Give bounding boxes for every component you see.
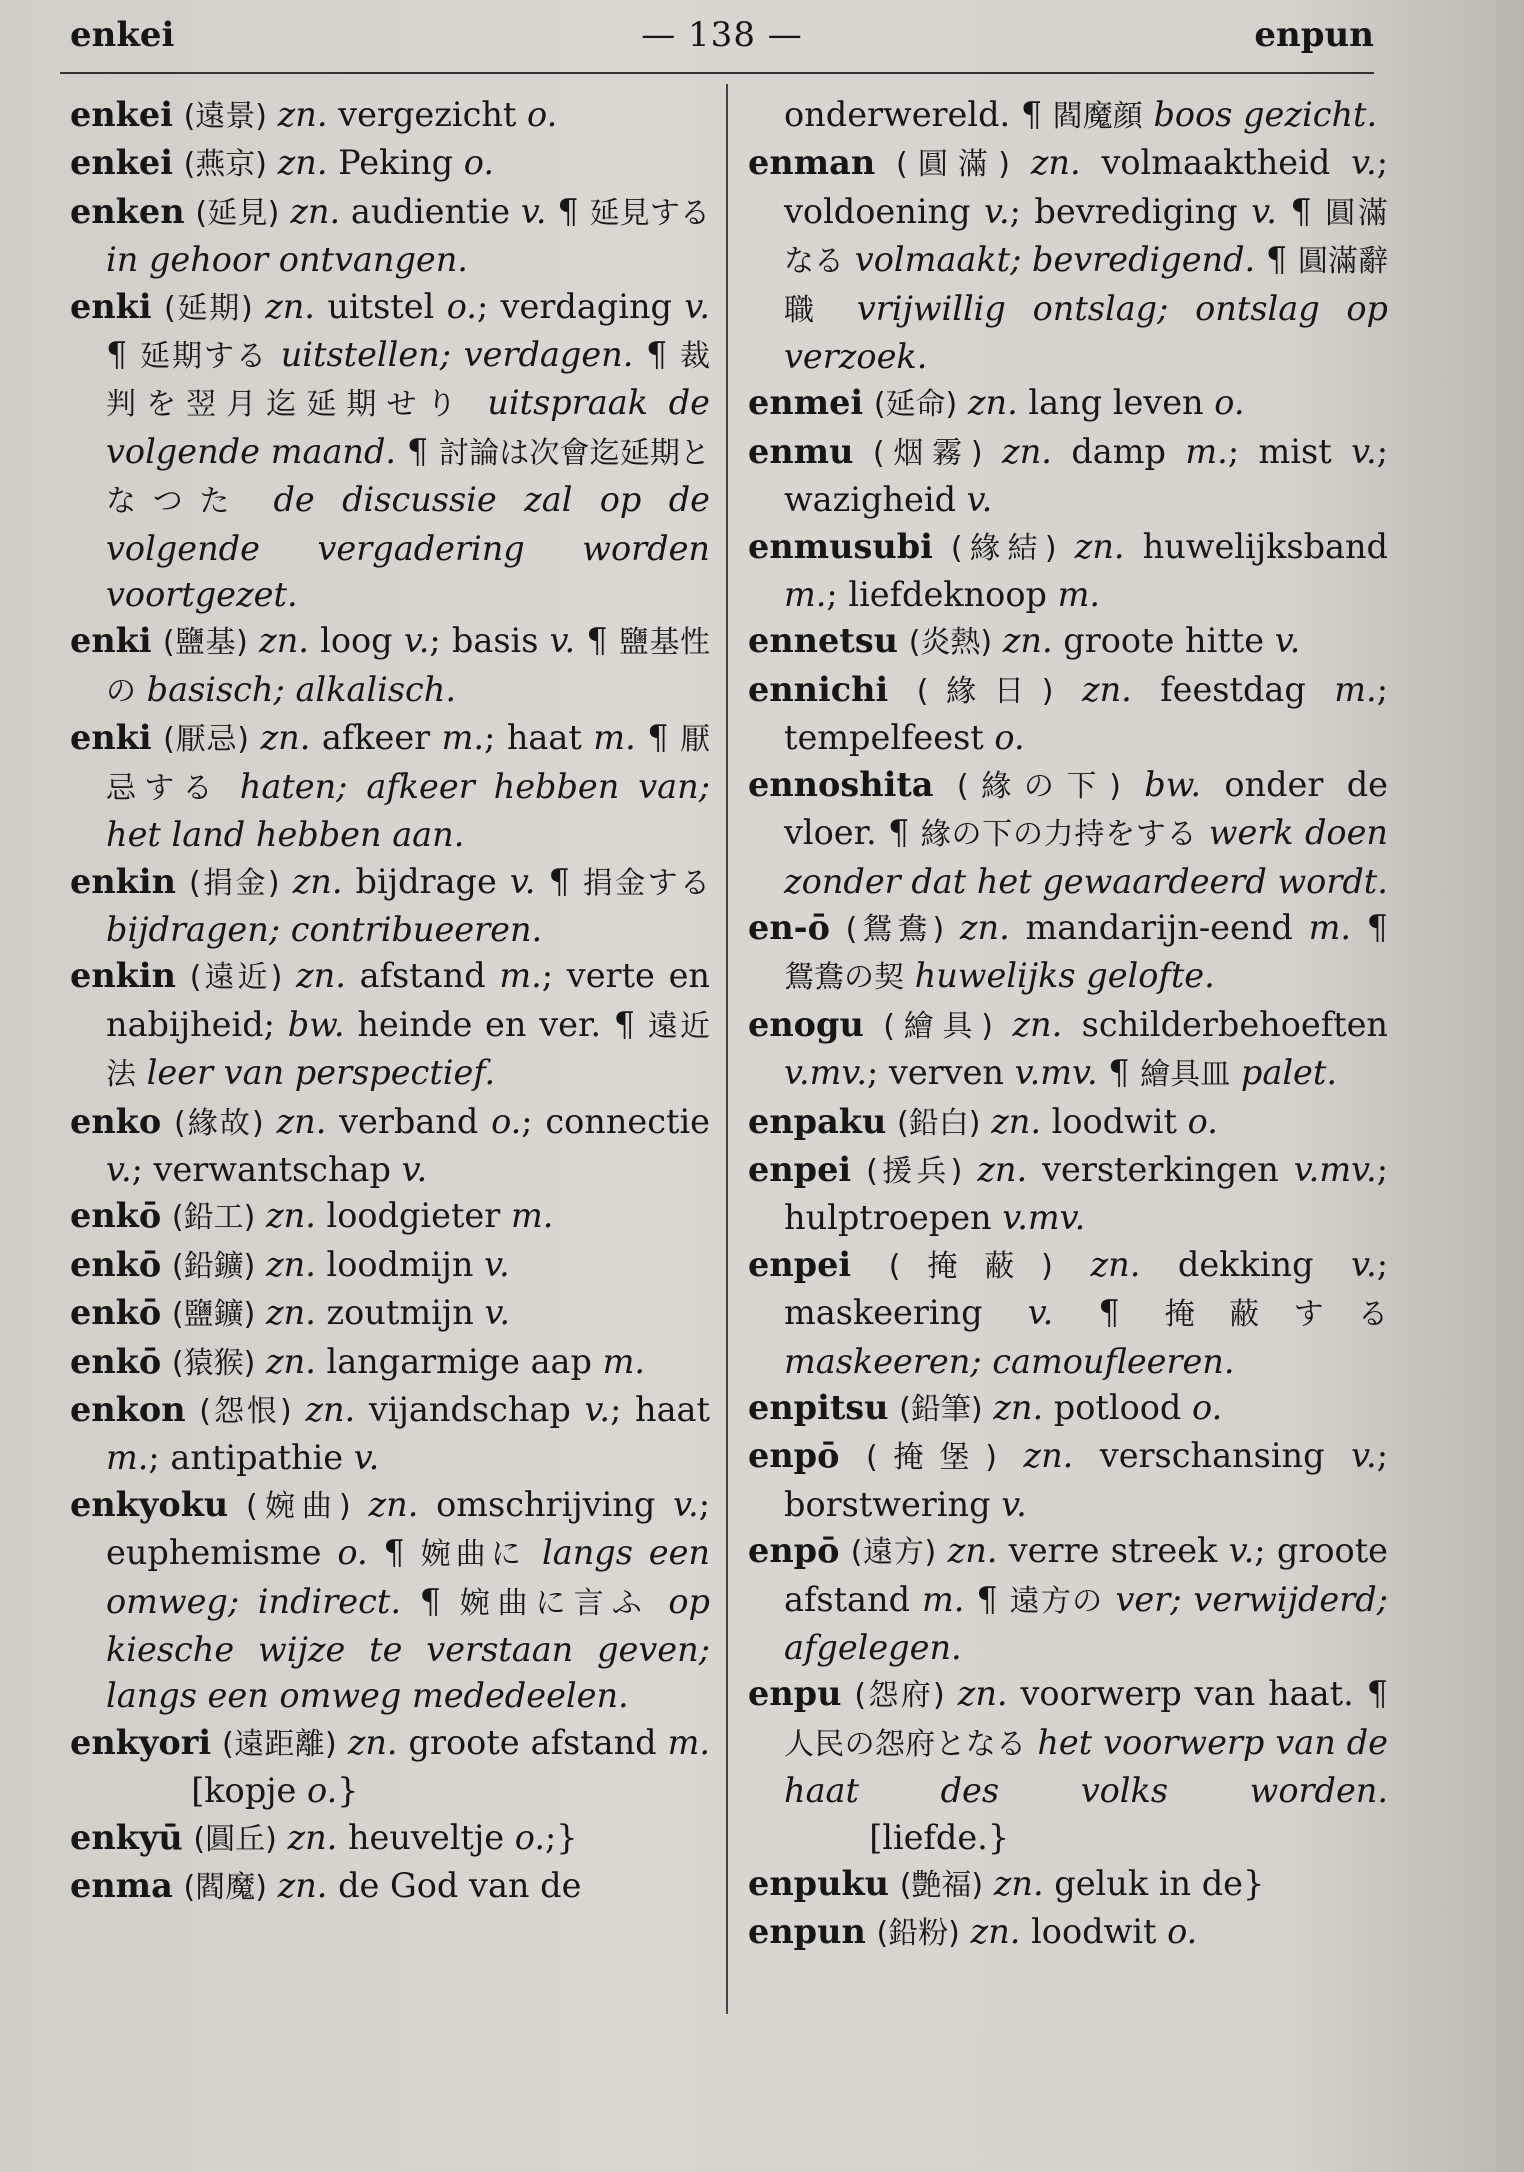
- dictionary-entry: enmu (烟霧) zn. damp m.; mist v.; wazigheid v.: [748, 431, 1388, 520]
- dictionary-entry: enki (延期) zn. uitstel o.; verdaging v. ¶ 延期する uitstellen; verdagen. ¶ 裁判を翌月迄延期せり uitspraak de volgende maand. ¶ 討論は次會迄延期となつた de discussie zal op de volgende vergadering worden voortgezet.: [70, 286, 711, 615]
- header-rule: [60, 72, 1374, 74]
- dictionary-entry: enkin (捐金) zn. bijdrage v. ¶ 捐金する bijdragen; contribueeren.: [70, 861, 711, 949]
- dictionary-entry: enki (厭忌) zn. afkeer m.; haat m. ¶ 厭忌する haten; afkeer hebben van; het land hebben aan.: [70, 718, 710, 855]
- dictionary-entry: enogu (繪具) zn. schilderbehoeften v.mv.; verven v.mv. ¶ 繪具皿 palet.: [748, 1004, 1388, 1093]
- dictionary-entry: enpitsu (鉛筆) zn. potlood o.: [748, 1387, 1223, 1427]
- dictionary-entry: enkei (遠景) zn. vergezicht o.: [70, 95, 558, 134]
- dictionary-entry: enpō (掩堡) zn. verschansing v.; borstwering v.: [748, 1436, 1388, 1524]
- dictionary-entry: enkyori (遠距離) zn. groote afstand m. [kopje o.}: [70, 1722, 710, 1811]
- dictionary-entry: ennoshita (緣の下) bw. onder de vloer. ¶ 緣の下の力持をする werk doen zonder dat het gewaardeerd wordt.: [748, 764, 1388, 901]
- dictionary-entry: enkō (猿猴) zn. langarmige aap m.: [70, 1341, 646, 1381]
- dictionary-entry: enma (閻魔) zn. de God van de: [70, 1866, 582, 1906]
- dictionary-entry: enpō (遠方) zn. verre streek v.; groote afstand m. ¶ 遠方の ver; verwijderd; afgelegen.: [748, 1531, 1388, 1667]
- dictionary-entry: enken (延見) zn. audientie v. ¶ 延見する in gehoor ontvangen.: [70, 191, 711, 280]
- header-right-word: enpun: [1254, 15, 1374, 55]
- dictionary-entry: enkyoku (婉曲) zn. omschrijving v.; euphemisme o. ¶ 婉曲に langs een omweg; indirect. ¶ 婉曲に言ふ op kiesche wijze te verstaan geven; langs een omweg mededeelen.: [70, 1484, 710, 1716]
- dictionary-entry: enkon (怨恨) zn. vijandschap v.; haat m.; antipathie v.: [70, 1389, 710, 1478]
- dictionary-entry: enkō (鹽鑛) zn. zoutmijn v.: [70, 1293, 511, 1333]
- dictionary-entry: enpu (怨府) zn. voorwerp van haat. ¶ 人民の怨府となる het voorwerp van de haat des volks worden. [liefde.}: [748, 1674, 1389, 1857]
- right-column: [748, 92, 1388, 1958]
- page-header: [70, 0, 1374, 70]
- dictionary-entry: enkō (鉛鑛) zn. loodmijn v.: [70, 1244, 510, 1284]
- dictionary-entry: enkyū (圓丘) zn. heuveltje o.;}: [70, 1817, 578, 1857]
- dictionary-entry: enkei (燕京) zn. Peking o.: [70, 143, 494, 183]
- page-number: — 138 —: [641, 15, 803, 55]
- dictionary-entry: enkin (遠近) zn. afstand m.; verte en nabijheid; bw. heinde en ver. ¶ 遠近法 leer van perspectief.: [70, 956, 711, 1093]
- dictionary-entry: ennichi (緣日) zn. feestdag m.; tempelfeest o.: [748, 669, 1388, 758]
- dictionary-entry: ennetsu (炎熱) zn. groote hitte v.: [748, 621, 1301, 661]
- dictionary-entry: enki (鹽基) zn. loog v.; basis v. ¶ 鹽基性の basisch; alkalisch.: [70, 621, 711, 709]
- dictionary-entry: enmusubi (緣結) zn. huwelijksband m.; liefdeknoop m.: [748, 526, 1389, 615]
- dictionary-entry: onderwereld. ¶ 閻魔顔 boos gezicht.: [784, 95, 1378, 134]
- dictionary-entry: enman (圓滿) zn. volmaaktheid v.; voldoening v.; bevrediging v. ¶ 圓滿なる volmaakt; bevredigend. ¶ 圓滿辭職 vrijwillig ontslag; ontslag op verzoek.: [748, 143, 1389, 377]
- column-divider: [726, 84, 728, 2014]
- dictionary-entry: enpei (掩蔽) zn. dekking v.; maskeering v. ¶ 掩蔽する maskeeren; camoufleeren.: [748, 1244, 1389, 1381]
- dictionary-entry: enkō (鉛工) zn. loodgieter m.: [70, 1196, 554, 1236]
- dictionary-entry: enpei (援兵) zn. versterkingen v.mv.; hulptroepen v.mv.: [748, 1149, 1388, 1238]
- dictionary-entry: en-ō (鴛鴦) zn. mandarijn-eend m. ¶ 鴛鴦の契 huwelijks gelofte.: [748, 907, 1388, 996]
- left-column: [70, 92, 710, 1911]
- dictionary-entry: enpaku (鉛白) zn. loodwit o.: [748, 1101, 1218, 1141]
- dictionary-entry: enpuku (艶福) zn. geluk in de}: [748, 1864, 1265, 1904]
- dictionary-entry: enpun (鉛粉) zn. loodwit o.: [748, 1912, 1198, 1952]
- header-left-word: enkei: [70, 15, 175, 55]
- dictionary-entry: enmei (延命) zn. lang leven o.: [748, 383, 1245, 423]
- dictionary-entry: enko (緣故) zn. verband o.; connectie v.; verwantschap v.: [70, 1101, 711, 1189]
